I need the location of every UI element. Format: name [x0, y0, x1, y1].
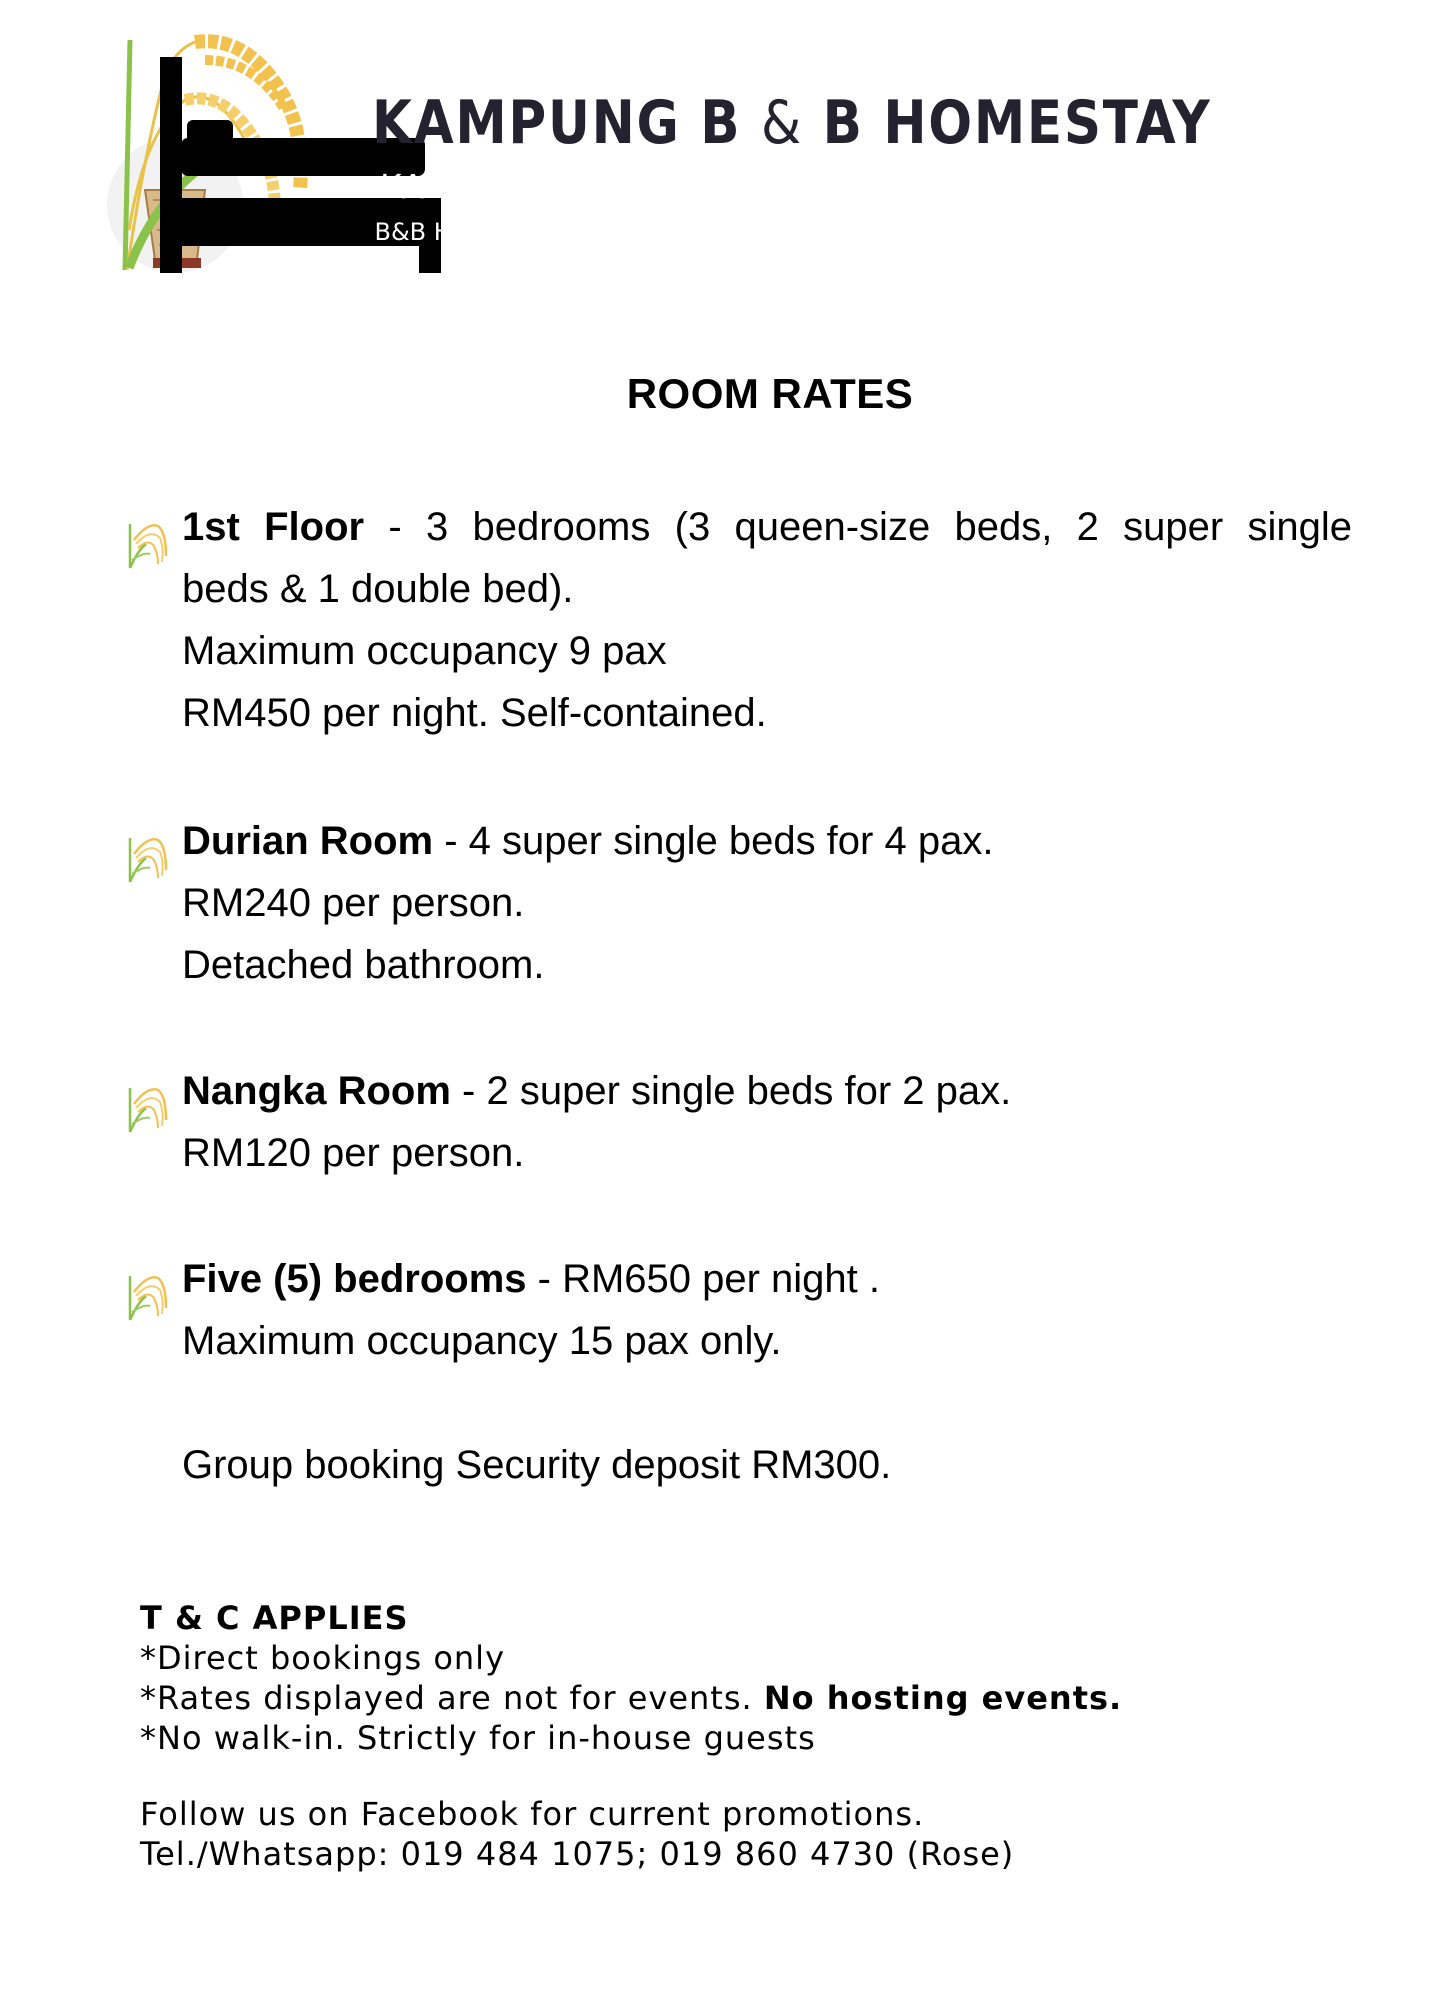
logo-name: KAMPUNG	[380, 167, 550, 206]
room-item	[182, 496, 1352, 744]
room-line	[182, 496, 1352, 558]
rice-stalk-icon	[124, 1262, 170, 1322]
room-item	[182, 1060, 1352, 1184]
contact-info	[140, 1794, 1014, 1874]
terms-item: *No walk-in. Strictly for in-house guests	[140, 1719, 816, 1757]
room-line	[182, 1060, 1352, 1122]
phone-numbers: Tel./Whatsapp: 019 484 1075; 019 860 4730 (Rose)	[140, 1835, 1015, 1873]
terms-item	[140, 1678, 1122, 1718]
terms-heading: T & C APPLIES	[140, 1599, 409, 1637]
room-name: Durian Room	[182, 819, 434, 863]
room-item	[182, 810, 1352, 996]
security-deposit-note: Group booking Security deposit RM300.	[182, 1443, 892, 1487]
room-line: Maximum occupancy 15 pax only.	[182, 1319, 782, 1363]
room-name: 1st Floor	[182, 505, 365, 549]
room-line	[182, 810, 1352, 872]
room-line	[182, 1248, 1352, 1310]
brand-title-part1: KAMPUNG B	[372, 88, 761, 158]
terms-item-text: *Rates displayed are not for events.	[140, 1679, 764, 1717]
room-line: RM450 per night. Self-contained.	[182, 691, 767, 735]
terms-item-emphasis: No hosting events.	[763, 1679, 1123, 1717]
room-name: Five (5) bedrooms	[182, 1257, 527, 1301]
room-line: Maximum occupancy 9 pax	[182, 629, 667, 673]
brand-title-part2: B HOMESTAY	[802, 88, 1212, 158]
logo-subtitle: B&B Homestay	[374, 218, 556, 246]
room-line: RM120 per person.	[182, 1131, 525, 1175]
room-line: beds & 1 double bed).	[182, 567, 574, 611]
terms-and-conditions	[140, 1598, 1122, 1758]
room-item	[182, 1248, 1352, 1372]
brand-title-amp: &	[760, 88, 803, 158]
section-title: ROOM RATES	[626, 370, 914, 417]
room-detail: - 2 super single beds for 2 pax.	[450, 1069, 1012, 1113]
rice-stalk-icon	[124, 510, 170, 570]
facebook-note: Follow us on Facebook for current promotions.	[140, 1795, 925, 1833]
room-detail: - 3 bedrooms (3 queen-size beds, 2 super single	[364, 505, 1352, 549]
rice-stalk-icon	[124, 824, 170, 884]
room-detail: - RM650 per night .	[526, 1257, 881, 1301]
rice-stalk-icon	[124, 1074, 170, 1134]
room-detail: - 4 super single beds for 4 pax.	[433, 819, 994, 863]
terms-item: *Direct bookings only	[140, 1639, 505, 1677]
room-line: Detached bathroom.	[182, 943, 545, 987]
brand-title	[372, 88, 1211, 158]
room-name: Nangka Room	[182, 1069, 451, 1113]
room-line: RM240 per person.	[182, 881, 525, 925]
